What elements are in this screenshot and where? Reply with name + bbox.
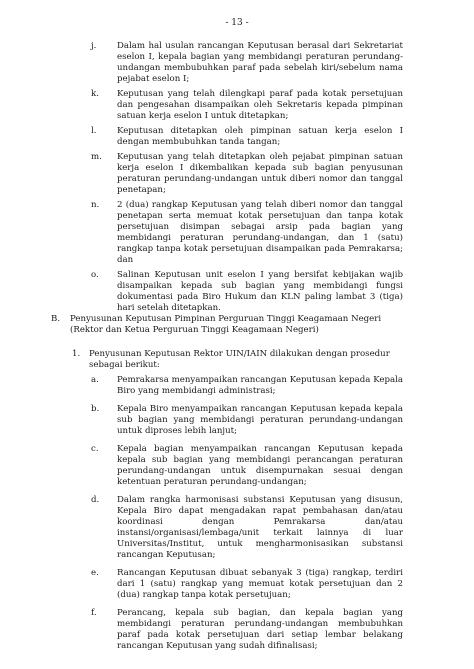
- list-item-k: [91, 89, 403, 122]
- list-letter: n.: [91, 200, 100, 210]
- list-item-m: [91, 152, 403, 196]
- list-text: Dalam rangka harmonisasi substansi Keputusan yang disusun, Kepala Biro dapat mengadakan rapat pembahasan dan/atau koordinasi dengan Pemrakarsa dan/atau instansi/organisasi/lembaga/unit terkait lainnya di luar Universitas/Institut, untuk mengharmonisasikan substansi rancangan Keputusan;: [117, 495, 403, 560]
- list-letter: m.: [91, 152, 102, 162]
- list-letter: j.: [91, 41, 97, 51]
- list-letter: l.: [91, 126, 97, 136]
- list-item-l: [91, 126, 403, 148]
- list-text: 2 (dua) rangkap Keputusan yang telah diberi nomor dan tanggal penetapan serta memuat kotak persetujuan dan tanpa kotak persetujuan disimpan sebagai arsip pada bagian yang membidangi peraturan perundang-undangan, dan 1 (satu) rangkap tanpa kotak persetujuan disampaikan pada Pemrakarsa; dan: [117, 200, 403, 265]
- list-letter: b.: [91, 404, 100, 414]
- top-procedure-list: [91, 41, 403, 318]
- section-letter: B.: [51, 314, 61, 324]
- list-item-c: [91, 444, 403, 488]
- list-text: Keputusan yang telah ditetapkan oleh pejabat pimpinan satuan kerja eselon I dikembalikan kepada sub bagian penyusunan peraturan perundang-undangan untuk diberi nomor dan tanggal penetapan;: [117, 152, 403, 195]
- list-text: Kepala Biro menyampaikan rancangan Keputusan kepada kepala sub bagian yang membidangi peraturan perundang-undangan untuk diproses lebih lanjut;: [117, 404, 403, 436]
- item-text: Penyusunan Keputusan Rektor UIN/IAIN dilakukan dengan prosedur sebagai berikut:: [89, 349, 390, 370]
- item-number: 1.: [72, 349, 81, 359]
- section-title: Penyusunan Keputusan Pimpinan Perguruan Tinggi Keagamaan Negeri (Rektor dan Ketua Perguruan Tinggi Keagamaan Negeri): [70, 314, 382, 335]
- sub-procedure-list: [91, 375, 403, 659]
- page-number: - 13 -: [225, 18, 249, 28]
- list-text: Dalam hal usulan rancangan Keputusan berasal dari Sekretariat eselon I, kepala bagian yang membidangi peraturan perundang-undangan membubuhkan paraf pada sebelah kiri/sebelum nama pejabat eselon I;: [117, 41, 403, 84]
- list-text: Keputusan yang telah dilengkapi paraf pada kotak persetujuan dan pengesahan disampaikan oleh Sekretaris kepada pimpinan satuan kerja eselon I untuk ditetapkan;: [117, 89, 403, 121]
- list-item-n: [91, 200, 403, 266]
- list-letter: o.: [91, 270, 99, 280]
- list-item-j: [91, 41, 403, 85]
- numbered-item-1: [72, 349, 402, 371]
- list-letter: k.: [91, 89, 99, 99]
- list-text: Pemrakarsa menyampaikan rancangan Keputusan kepada Kepala Biro yang membidangi administrasi;: [117, 375, 403, 396]
- list-text: Rancangan Keputusan dibuat sebanyak 3 (tiga) rangkap, terdiri dari 1 (satu) rangkap yang memuat kotak persetujuan dan 2 (dua) rangkap tanpa kotak persetujuan;: [117, 568, 403, 600]
- list-item-b: [91, 404, 403, 437]
- list-text: Salinan Keputusan unit eselon I yang bersifat kebijakan wajib disampaikan kepada sub bagian yang membidangi fungsi dokumentasi pada Biro Hukum dan KLN paling lambat 3 (tiga) hari setelah ditetapkan.: [117, 270, 403, 313]
- list-text: Kepala bagian menyampaikan rancangan Keputusan kepada kepala sub bagian yang membidangi perancangan peraturan perundang-undangan untuk disempurnakan sesuai dengan ketentuan peraturan perundang-undangan;: [117, 444, 403, 487]
- list-text: Keputusan ditetapkan oleh pimpinan satuan kerja eselon I dengan membubuhkan tanda tangan;: [117, 126, 403, 147]
- list-item-e: [91, 568, 403, 601]
- list-letter: a.: [91, 375, 99, 385]
- list-item-d: [91, 495, 403, 561]
- list-letter: e.: [91, 568, 99, 578]
- list-letter: d.: [91, 495, 100, 505]
- list-text: Perancang, kepala sub bagian, dan kepala bagian yang membidangi peraturan perundang-undangan membubuhkan paraf pada kotak persetujuan dari setiap lembar belakang rancangan Keputusan yang sudah difinalisasi;: [117, 608, 403, 651]
- section-b-heading: [51, 314, 402, 336]
- list-item-f: [91, 608, 403, 652]
- list-letter: f.: [91, 608, 97, 618]
- list-item-a: [91, 375, 403, 397]
- list-letter: c.: [91, 444, 99, 454]
- list-item-o: [91, 270, 403, 314]
